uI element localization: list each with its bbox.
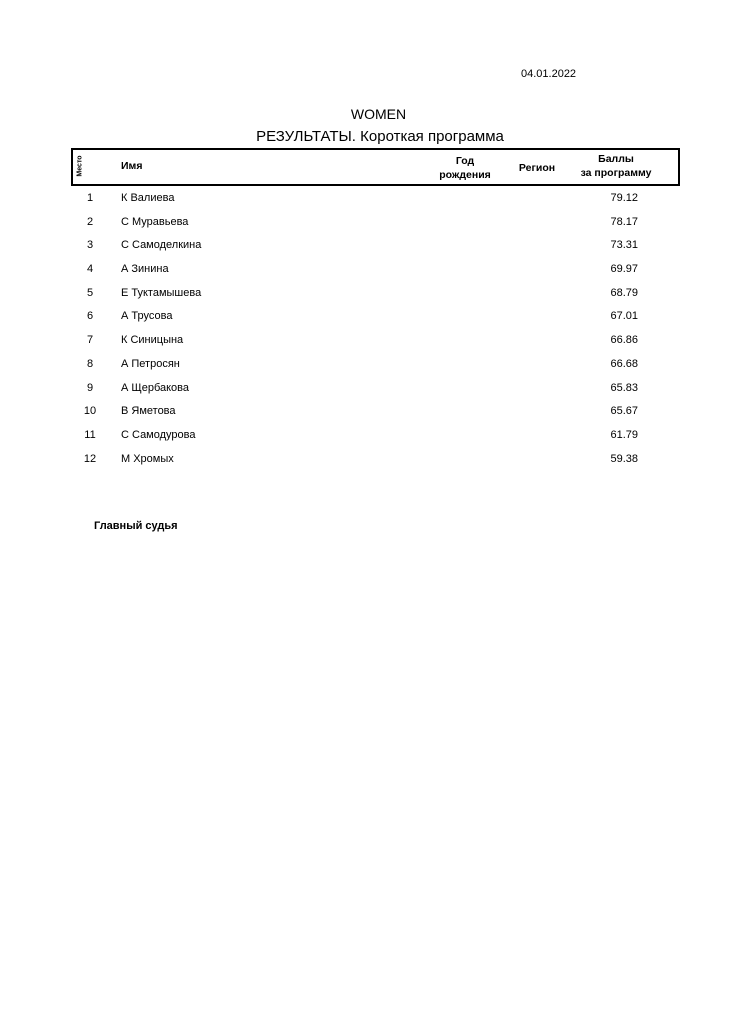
table-row bbox=[71, 210, 680, 234]
row-name: К Валиева bbox=[121, 192, 175, 204]
row-name: В Яметова bbox=[121, 405, 176, 418]
table-row bbox=[71, 328, 680, 352]
row-name: Е Туктамышева bbox=[121, 286, 202, 299]
table-row bbox=[71, 399, 680, 423]
row-place: 2 bbox=[86, 215, 94, 228]
row-score: 68.79 bbox=[610, 286, 638, 299]
row-place: 10 bbox=[83, 405, 97, 418]
row-score: 67.01 bbox=[610, 310, 638, 323]
row-name: К Синицына bbox=[121, 334, 184, 347]
row-score: 66.86 bbox=[610, 334, 638, 347]
table-row bbox=[71, 352, 680, 376]
table-header bbox=[71, 148, 680, 186]
row-place: 11 bbox=[84, 428, 96, 441]
header-region: Регион bbox=[518, 162, 556, 174]
row-place: 3 bbox=[86, 239, 94, 252]
header-score-line1: Баллы bbox=[598, 153, 634, 165]
page-subtitle: РЕЗУЛЬТАТЫ. Короткая программа bbox=[256, 128, 504, 145]
row-name: С Самоделкина bbox=[121, 239, 202, 252]
table-row bbox=[71, 233, 680, 257]
row-place: 4 bbox=[86, 263, 94, 276]
table-row bbox=[71, 257, 680, 281]
row-place: 5 bbox=[86, 286, 94, 299]
row-score: 78.17 bbox=[610, 215, 638, 228]
header-year bbox=[435, 154, 495, 182]
row-name: А Петросян bbox=[121, 357, 180, 370]
row-score: 79.12 bbox=[610, 192, 638, 204]
row-place: 9 bbox=[86, 381, 94, 394]
header-year-line2: рождения bbox=[439, 169, 491, 181]
header-score bbox=[571, 152, 661, 180]
date: 04.01.2022 bbox=[521, 68, 577, 80]
row-place: 8 bbox=[86, 357, 94, 370]
row-score: 59.38 bbox=[610, 452, 638, 465]
row-score: 61.79 bbox=[610, 428, 638, 441]
chief-judge-label: Главный судья bbox=[94, 520, 178, 532]
header-year-line1: Год bbox=[455, 155, 475, 167]
row-score: 65.67 bbox=[610, 405, 638, 418]
header-score-line2: за программу bbox=[580, 167, 652, 179]
row-place: 6 bbox=[86, 310, 94, 323]
row-name: С Самодурова bbox=[121, 428, 196, 441]
header-place: Место bbox=[76, 155, 84, 177]
table-row bbox=[71, 281, 680, 305]
page-title: WOMEN bbox=[350, 106, 407, 122]
table-row bbox=[71, 304, 680, 328]
row-score: 69.97 bbox=[610, 263, 638, 276]
row-score: 73.31 bbox=[610, 239, 638, 252]
row-name: А Зинина bbox=[121, 263, 169, 276]
row-place: 1 bbox=[86, 192, 94, 204]
row-place: 7 bbox=[86, 334, 94, 347]
table-row bbox=[71, 423, 680, 447]
row-place: 12 bbox=[83, 452, 97, 465]
results-table bbox=[71, 186, 680, 470]
table-row bbox=[71, 376, 680, 400]
header-name: Имя bbox=[121, 160, 143, 172]
row-name: А Щербакова bbox=[121, 381, 189, 394]
table-row bbox=[71, 186, 680, 210]
row-name: А Трусова bbox=[121, 310, 173, 323]
row-score: 66.68 bbox=[610, 357, 638, 370]
table-row bbox=[71, 447, 680, 471]
row-name: М Хромых bbox=[121, 452, 174, 465]
row-score: 65.83 bbox=[610, 381, 638, 394]
row-name: С Муравьева bbox=[121, 215, 189, 228]
